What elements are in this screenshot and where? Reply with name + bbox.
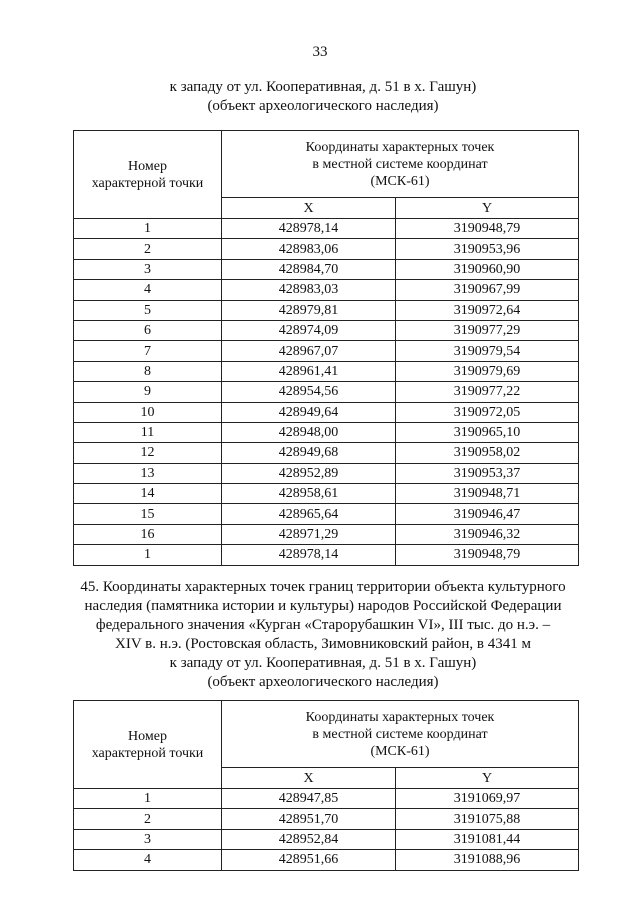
table-row [74,320,579,340]
point-number-cell: 8 [74,361,222,381]
table-row [74,443,579,463]
caption-line: наследия (памятника истории и культуры) народов Российской Федерации [84,598,562,614]
y-coordinate-cell: 3190953,96 [396,239,579,259]
point-number-cell: 2 [74,809,222,829]
x-column-header: X [222,198,396,219]
point-number-cell: 13 [74,463,222,483]
header-line: (МСК-61) [370,743,430,759]
table-row [74,402,579,422]
x-coordinate-cell: 428979,81 [222,300,396,320]
point-number-cell: 1 [74,789,222,809]
y-coordinate-cell: 3190948,71 [396,484,579,504]
coordinates-table-2 [73,700,579,871]
x-coordinate-cell: 428958,61 [222,484,396,504]
caption-line: (объект археологического наследия) [207,674,439,690]
table-row [74,484,579,504]
y-coordinate-cell: 3190958,02 [396,443,579,463]
y-coordinate-cell: 3191075,88 [396,809,579,829]
header-line: характерной точки [91,175,204,191]
x-coordinate-cell: 428952,89 [222,463,396,483]
header-line: Координаты характерных точек [305,139,495,155]
header-line: в местной системе координат [312,726,488,742]
x-coordinate-cell: 428948,00 [222,422,396,442]
table-row [74,422,579,442]
table-row [74,545,579,565]
point-number-cell: 12 [74,443,222,463]
y-coordinate-cell: 3190977,29 [396,320,579,340]
y-coordinate-cell: 3190977,22 [396,382,579,402]
table-row [74,524,579,544]
x-coordinate-cell: 428961,41 [222,361,396,381]
y-coordinate-cell: 3190979,54 [396,341,579,361]
x-coordinate-cell: 428949,68 [222,443,396,463]
table-row [74,239,579,259]
table-row [74,280,579,300]
coordinates-header [222,701,579,768]
x-coordinate-cell: 428951,70 [222,809,396,829]
x-coordinate-cell: 428971,29 [222,524,396,544]
header-line: Номер [128,728,167,744]
point-number-cell: 10 [74,402,222,422]
x-coordinate-cell: 428965,64 [222,504,396,524]
y-coordinate-cell: 3190979,69 [396,361,579,381]
x-coordinate-cell: 428949,64 [222,402,396,422]
y-coordinate-cell: 3190972,05 [396,402,579,422]
caption-line: к западу от ул. Кооперативная, д. 51 в х. Гашун) [169,655,477,671]
header-line: Координаты характерных точек [305,709,495,725]
y-coordinate-cell: 3191081,44 [396,829,579,849]
header-line: (МСК-61) [370,173,430,189]
table-row [74,300,579,320]
x-coordinate-cell: 428967,07 [222,341,396,361]
table-row [74,789,579,809]
x-coordinate-cell: 428947,85 [222,789,396,809]
table-row [74,259,579,279]
point-number-cell: 9 [74,382,222,402]
point-number-cell: 5 [74,300,222,320]
caption-line: к западу от ул. Кооперативная, д. 51 в х. Гашун) [169,79,477,95]
header-line: характерной точки [91,745,204,761]
caption-line: 45. Координаты характерных точек границ территории объекта культурного [80,579,566,595]
coordinates-header [222,131,579,198]
y-coordinate-cell: 3190967,99 [396,280,579,300]
point-number-header [74,131,222,219]
point-number-cell: 4 [74,850,222,870]
caption-line: (объект археологического наследия) [207,98,439,114]
y-coordinate-cell: 3190946,47 [396,504,579,524]
point-number-cell: 3 [74,829,222,849]
coordinates-table-1 [73,130,579,566]
point-number-cell: 14 [74,484,222,504]
x-coordinate-cell: 428983,03 [222,280,396,300]
x-coordinate-cell: 428952,84 [222,829,396,849]
point-number-cell: 1 [74,219,222,239]
y-coordinate-cell: 3190946,32 [396,524,579,544]
caption-line: федерального значения «Курган «Старорубашкин VI», III тыс. до н.э. – [95,617,551,633]
y-coordinate-cell: 3190960,90 [396,259,579,279]
table-row [74,382,579,402]
table-2-caption [60,578,586,692]
point-number-header [74,701,222,789]
table-row [74,341,579,361]
table-row [74,361,579,381]
point-number-cell: 15 [74,504,222,524]
x-coordinate-cell: 428978,14 [222,545,396,565]
x-coordinate-cell: 428954,56 [222,382,396,402]
y-coordinate-cell: 3191069,97 [396,789,579,809]
caption-line: XIV в. н.э. (Ростовская область, Зимовниковский район, в 4341 м [115,636,531,652]
point-number-cell: 2 [74,239,222,259]
point-number-cell: 6 [74,320,222,340]
table-2-body [74,789,579,871]
y-coordinate-cell: 3190953,37 [396,463,579,483]
point-number-cell: 7 [74,341,222,361]
table-row [74,219,579,239]
x-column-header: X [222,768,396,789]
x-coordinate-cell: 428974,09 [222,320,396,340]
x-coordinate-cell: 428951,66 [222,850,396,870]
table-row [74,504,579,524]
point-number-cell: 1 [74,545,222,565]
y-coordinate-cell: 3191088,96 [396,850,579,870]
header-line: в местной системе координат [312,156,488,172]
point-number-cell: 11 [74,422,222,442]
point-number-cell: 16 [74,524,222,544]
table-row [74,463,579,483]
x-coordinate-cell: 428978,14 [222,219,396,239]
header-line: Номер [128,158,167,174]
table-row [74,850,579,870]
point-number-cell: 4 [74,280,222,300]
y-coordinate-cell: 3190972,64 [396,300,579,320]
table-1-body [74,219,579,566]
table-row [74,829,579,849]
table-1-caption [60,78,586,116]
y-column-header: Y [396,198,579,219]
y-coordinate-cell: 3190965,10 [396,422,579,442]
y-column-header: Y [396,768,579,789]
y-coordinate-cell: 3190948,79 [396,545,579,565]
page-number: 33 [312,44,328,60]
table-row [74,809,579,829]
x-coordinate-cell: 428984,70 [222,259,396,279]
y-coordinate-cell: 3190948,79 [396,219,579,239]
x-coordinate-cell: 428983,06 [222,239,396,259]
point-number-cell: 3 [74,259,222,279]
